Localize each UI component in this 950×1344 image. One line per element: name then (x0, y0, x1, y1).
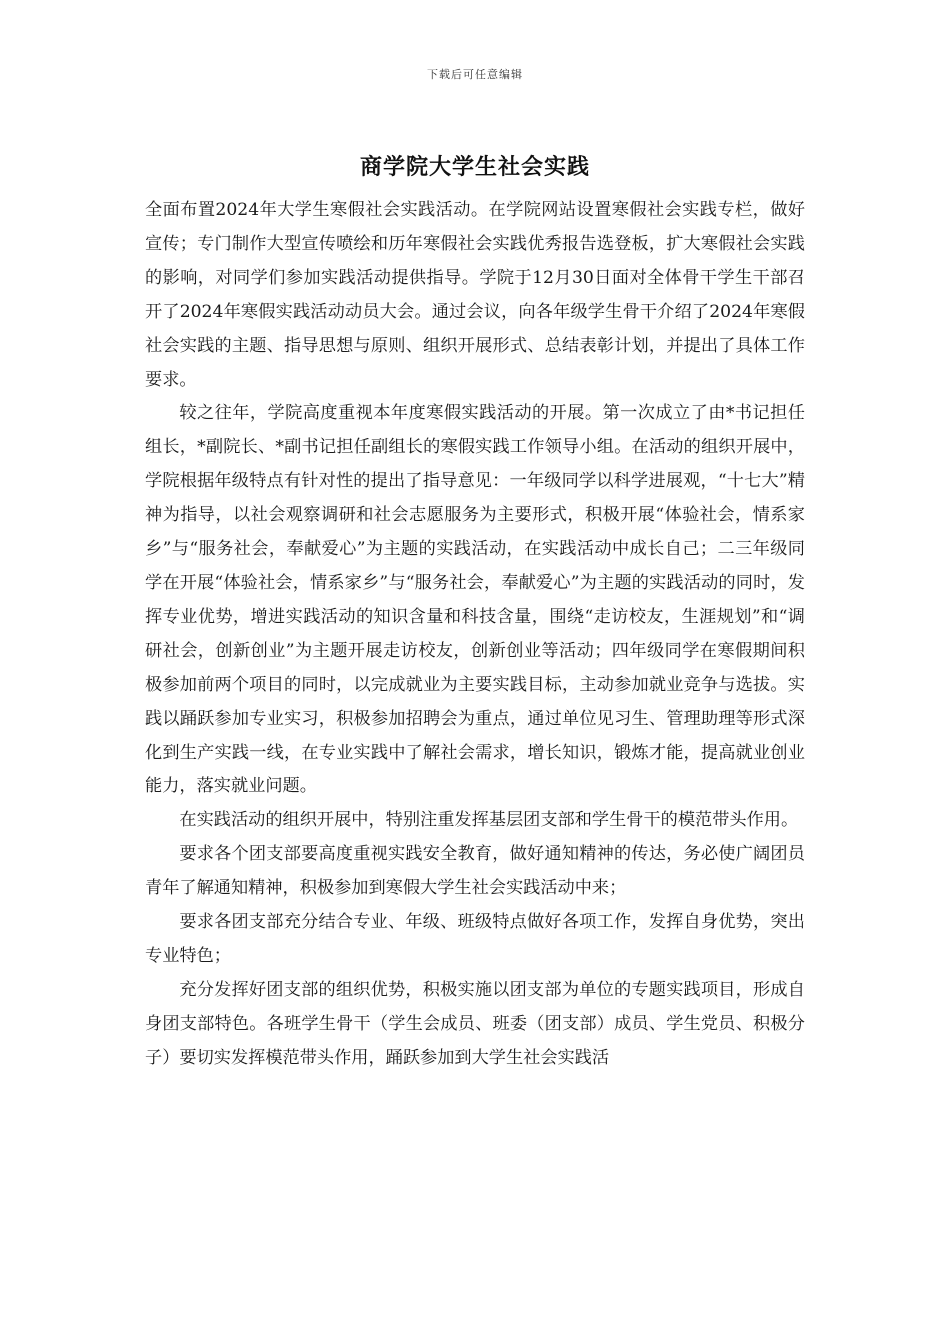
paragraph-2: 较之往年，学院高度重视本年度寒假实践活动的开展。第一次成立了由*书记担任组长，*副院长、*副书记担任副组长的寒假实践工作领导小组。在活动的组织开展中，学院根据年级特点有针对性的提出了指导意见：一年级同学以科学进展观，“十七大”精神为指导，以社会观察调研和社会志愿服务为主要形式，积极开展“体验社会，情系家乡”与“服务社会，奉献爱心”为主题的实践活动，在实践活动中成长自己；二三年级同学在开展“体验社会，情系家乡”与“服务社会，奉献爱心”为主题的实践活动的同时，发挥专业优势，增进实践活动的知识含量和科技含量，围绕“走访校友，生涯规划”和“调研社会，创新创业”为主题开展走访校友，创新创业等活动；四年级同学在寒假期间积极参加前两个项目的同时，以完成就业为主要实践目标，主动参加就业竞争与选拔。实践以踊跃参加专业实习，积极参加招聘会为重点，通过单位见习生、管理助理等形式深化到生产实践一线，在专业实践中了解社会需求，增长知识，锻炼才能，提高就业创业能力，落实就业问题。 (145, 403, 805, 797)
paragraph-3: 在实践活动的组织开展中，特别注重发挥基层团支部和学生骨干的模范带头作用。 (179, 810, 799, 831)
document-title: 商学院大学生社会实践 (359, 154, 590, 180)
document-body (145, 194, 805, 1076)
paragraph-1: 全面布置2024年大学生寒假社会实践活动。在学院网站设置寒假社会实践专栏，做好宣传；专门制作大型宣传喷绘和历年寒假社会实践优秀报告选登板，扩大寒假社会实践的影响，对同学们参加实践活动提供指导。学院于12月30日面对全体骨干学生干部召开了2024年寒假实践活动动员大会。通过会议，向各年级学生骨干介绍了2024年寒假社会实践的主题、指导思想与原则、组织开展形式、总结表彰计划，并提出了具体工作要求。 (145, 200, 805, 390)
paragraph-5: 要求各团支部充分结合专业、年级、班级特点做好各项工作，发挥自身优势，突出专业特色； (145, 912, 805, 966)
paragraph-6: 充分发挥好团支部的组织优势，积极实施以团支部为单位的专题实践项目，形成自身团支部特色。各班学生骨干（学生会成员、班委（团支部）成员、学生党员、积极分子）要切实发挥模范带头作用，踊跃参加到大学生社会实践活 (145, 979, 805, 1068)
header-note: 下载后可任意编辑 (427, 68, 523, 81)
paragraph-4: 要求各个团支部要高度重视实践安全教育，做好通知精神的传达，务必使广阔团员青年了解通知精神，积极参加到寒假大学生社会实践活动中来； (145, 844, 805, 899)
